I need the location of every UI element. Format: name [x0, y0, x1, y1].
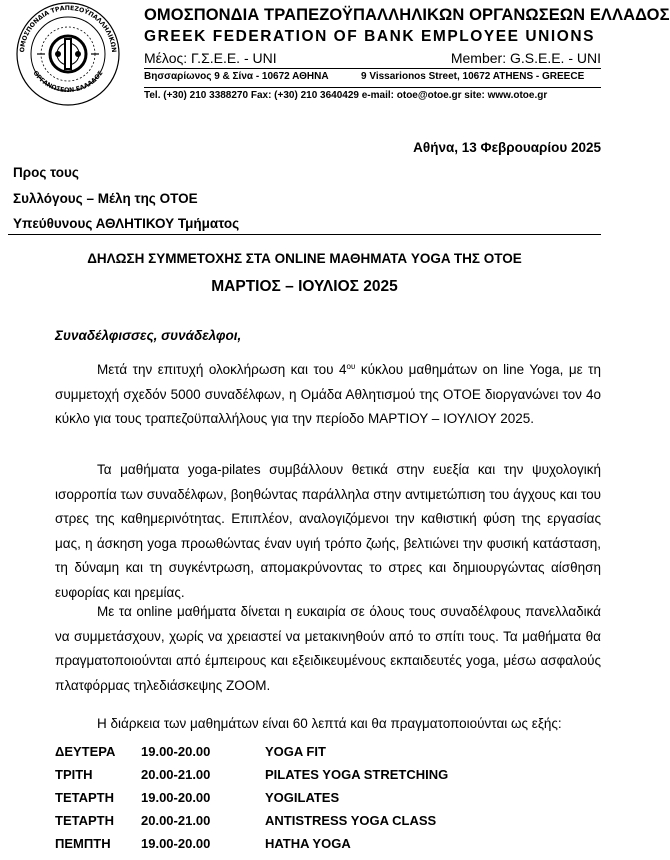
- paragraph-duration: Η διάρκεια των μαθημάτων είναι 60 λεπτά και θα πραγματοποιούνται ως εξής:: [97, 716, 562, 731]
- address-english: 9 Vissarionos Street, 10672 ATHENS - GREECE: [361, 71, 585, 82]
- schedule-class: YOGA FIT: [265, 744, 326, 759]
- recipient-line-2: Συλλόγους – Μέλη της ΟΤΟΕ: [13, 191, 198, 206]
- header-rule-bottom: [144, 87, 601, 88]
- membership-english: Member: G.S.E.E. - UNI: [450, 50, 601, 66]
- schedule-day: ΤΕΤΑΡΤΗ: [55, 813, 114, 828]
- org-name-english: GREEK FEDERATION OF BANK EMPLOYEE UNIONS: [144, 28, 595, 45]
- logo-text-bottom: ΟΡΓΑΝΩΣΕΩΝ ΕΛΛΑΔΟΣ: [31, 69, 105, 95]
- address-greek: Βησσαρίωνος 9 & Σίνα - 10672 ΑΘΗΝΑ: [144, 71, 329, 82]
- document-title: ΔΗΛΩΣΗ ΣΥΜΜΕΤΟΧΗΣ ΣΤΑ ONLINE ΜΑΘΗΜΑΤΑ YOGA ΤΗΣ ΟΤΟΕ: [87, 251, 522, 266]
- schedule-time: 19.00-20.00: [141, 836, 211, 851]
- schedule-time: 19.00-20.00: [141, 790, 211, 805]
- otoe-logo: [12, 2, 124, 107]
- paragraph-intro-part-a: Μετά την επιτυχή ολοκλήρωση και του 4: [97, 362, 347, 377]
- schedule-class: YOGILATES: [265, 790, 340, 805]
- salutation: Συναδέλφισσες, συνάδελφοι,: [55, 328, 242, 343]
- schedule-class: HATHA YOGA: [265, 836, 351, 851]
- schedule-class: ANTISTRESS YOGA CLASS: [265, 813, 437, 828]
- schedule-day: ΤΕΤΑΡΤΗ: [55, 790, 114, 805]
- schedule-time: 20.00-21.00: [141, 767, 211, 782]
- paragraph-online: Με τα online μαθήματα δίνεται η ευκαιρία σε όλους τους συναδέλφους πανελλαδικά να συμμετάσχουν, χωρίς να χρειαστεί να μετακινηθούν από το σπίτι τους. Τα μαθήματα θα πραγματοποιούνται από έμπειρους και εξειδικευμένους εκπαιδευτές yoga, μέσω ασφαλούς πλατφόρμας τηλεδιάσκεψης ZOOM.: [55, 604, 601, 693]
- schedule-time: 19.00-20.00: [141, 744, 211, 759]
- letterhead: [0, 0, 670, 108]
- schedule-day: ΠΕΜΠΤΗ: [55, 836, 111, 851]
- letter-date: Αθήνα, 13 Φεβρουαρίου 2025: [413, 140, 601, 155]
- paragraph-intro-part-b: κύκλου μαθημάτων on line Yoga, με τη συμμετοχή σχεδόν 5000 συναδέλφων, η Ομάδα Αθλητισμού της ΟΤΟΕ διοργανώνει τον 4ο κύκλο για τους τραπεζοϋπαλλήλους για την περίοδο ΜΑΡΤΙΟΥ – ΙΟΥΛΙΟΥ 2025.: [55, 362, 602, 426]
- header-rule-top: [144, 68, 601, 69]
- logo-text-top: ΟΜΟΣΠΟΝΔΙΑ ΤΡΑΠΕΖΟΫΠΑΛΛΗΛΙΚΩΝ: [18, 4, 118, 53]
- schedule-day: ΔΕΥΤΕΡΑ: [55, 744, 116, 759]
- recipient-separator: [8, 234, 601, 235]
- org-name-greek: ΟΜΟΣΠΟΝΔΙΑ ΤΡΑΠΕΖΟΫΠΑΛΛΗΛΙΚΩΝ ΟΡΓΑΝΩΣΕΩΝ ΕΛΛΑΔΟΣ: [144, 6, 670, 24]
- recipient-line-1: Προς τους: [13, 165, 79, 180]
- paragraph-intro: [55, 355, 601, 432]
- document-subtitle: ΜΑΡΤΙΟΣ – ΙΟΥΛΙΟΣ 2025: [211, 278, 398, 295]
- paragraph-benefits: Τα μαθήματα yoga-pilates συμβάλλουν θετικά στην ευεξία και την ψυχολογική ισορροπία των συναδέλφων, βοηθώντας παράλληλα στην αντιμετώπιση του άγχους και του στρες της καθημερινότητας. Επιπλέον, αναλογιζόμενοι την καθιστική φύση της εργασίας μας, η άσκηση yoga προωθώντας έναν υγιή τρόπο ζωής, βελτιώνει την φυσική κατάσταση, τη δύναμη και τη συγκέντρωση, απομακρύνοντας το στρες και δημιουργώντας αίσθηση ευφορίας και ηρεμίας.: [55, 462, 601, 600]
- recipient-line-3: Υπεύθυνους ΑΘΛΗΤΙΚΟΥ Τμήματος: [13, 216, 240, 231]
- membership-greek: Μέλος: Γ.Σ.Ε.Ε. - UNI: [144, 50, 277, 66]
- schedule-day: ΤΡΙΤΗ: [55, 767, 93, 782]
- ordinal-suffix: ου: [346, 362, 356, 371]
- schedule-time: 20.00-21.00: [141, 813, 211, 828]
- schedule-class: PILATES YOGA STRETCHING: [265, 767, 449, 782]
- contact-line: Tel. (+30) 210 3388270 Fax: (+30) 210 3640429 e-mail: otoe@otoe.gr site: www.otoe.gr: [144, 90, 548, 101]
